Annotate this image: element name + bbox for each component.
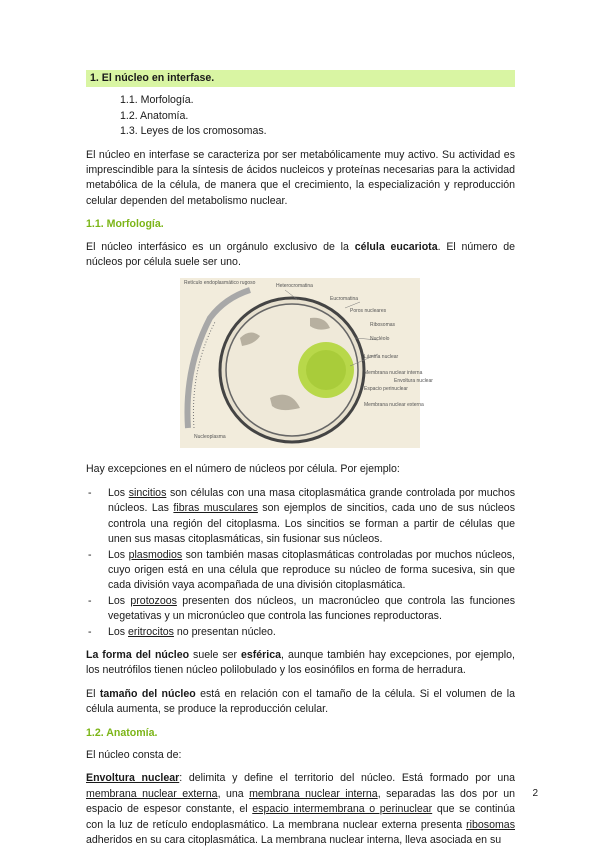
intro-paragraph: El núcleo en interfase se caracteriza por ser metabólicamente muy activo. Su actividad es imprescindible para la síntesis de ácidos nucleicos y proteínas necesarias para la actividad metabólica de la célula, de manera que el crecimiento, la especialización y reproducción celular dependen del metabolismo nuclear. <box>86 148 515 207</box>
nucleus-diagram-svg <box>180 278 433 448</box>
label-reticulo: Retículo endoplasmático rugoso <box>184 280 256 287</box>
nucleus-diagram <box>180 278 433 448</box>
toc-item: 1.3. Leyes de los cromosomas. <box>120 125 267 138</box>
excepciones-intro: Hay excepciones en el número de núcleos por célula. Por ejemplo: <box>86 463 400 476</box>
toc-item: 1.1. Morfología. <box>120 94 194 107</box>
page-content <box>86 70 515 856</box>
label-poros: Poros nucleares <box>350 308 387 315</box>
label-envoltura: Envoltura nuclear <box>394 378 433 385</box>
list-item: - Los eritrocitos no presentan núcleo. <box>88 625 276 638</box>
morfologia-paragraph: El núcleo interfásico es un orgánulo exclusivo de la célula eucariota. El número de núcleos por célula suele ser uno. <box>86 240 515 269</box>
label-lamina: Lámina nuclear <box>364 354 399 361</box>
consta-paragraph: El núcleo consta de: <box>86 748 182 761</box>
label-heterocromatina: Heterocromatina <box>276 283 313 290</box>
section-heading-anatomia: 1.2. Anatomía. <box>86 726 158 739</box>
label-nucleolo: Nucléolo <box>370 336 390 343</box>
list-item: - Los plasmodios son también masas citoplasmáticas controladas por muchos núcleos, cuyo origen está en una célula que reproduce su núcleo de forma sucesiva, sin que cada división vaya acompañada de una división citoplasmática. <box>88 548 515 592</box>
toc-item: 1.2. Anatomía. <box>120 109 189 122</box>
excepciones-list <box>86 486 515 640</box>
list-item: - Los sincitios son células con una masa citoplasmática grande controlada por muchos núcleos. Las fibras musculares son ejemplos de sincitios, cada uno de sus núcleos controla una región del citoplasma. Los sincitios se forman a partir de células que unen sus masas citoplasmáticas, sin fusionar sus núcleos. <box>88 486 516 546</box>
forma-paragraph: La forma del núcleo suele ser esférica, aunque también hay excepciones, por ejemplo, los neutrófilos tienen núcleo polilobulado y los eosinófilos en forma de herradura. <box>86 648 515 677</box>
label-membrana-interna: Membrana nuclear interna <box>364 370 423 377</box>
envoltura-paragraph: Envoltura nuclear: delimita y define el territorio del núcleo. Está formado por una membrana nuclear externa, una membrana nuclear interna, separadas las dos por un espacio de espesor constante, el espacio intermembrana o perinuclear que se continúa con la luz de retículo endoplasmático. La membrana nuclear externa presenta ribosomas adheridos en su cara citoplasmática. La membrana nuclear interna, lleva asociada en su <box>86 772 515 846</box>
tamano-paragraph: El tamaño del núcleo está en relación con el tamaño de la célula. Si el volumen de la célula aumenta, se produce la reproducción celular. <box>86 687 515 716</box>
label-eucromatina: Eucromatina <box>330 296 359 303</box>
section-heading-morfologia: 1.1. Morfología. <box>86 218 164 231</box>
list-item: - Los protozoos presenten dos núcleos, un macronúcleo que controla las funciones vegetativas y un micronúcleo que controla las funciones reproductoras. <box>88 594 515 623</box>
table-of-contents <box>120 93 515 139</box>
label-membrana-externa: Membrana nuclear externa <box>364 402 424 409</box>
label-espacio: Espacio perinuclear <box>364 386 408 393</box>
page-number: 2 <box>532 788 538 799</box>
label-nucleoplasma: Nucleoplasma <box>194 434 226 441</box>
label-ribosomas: Ribosomas <box>370 322 396 329</box>
heading-1: 1. El núcleo en interfase. <box>86 70 515 87</box>
